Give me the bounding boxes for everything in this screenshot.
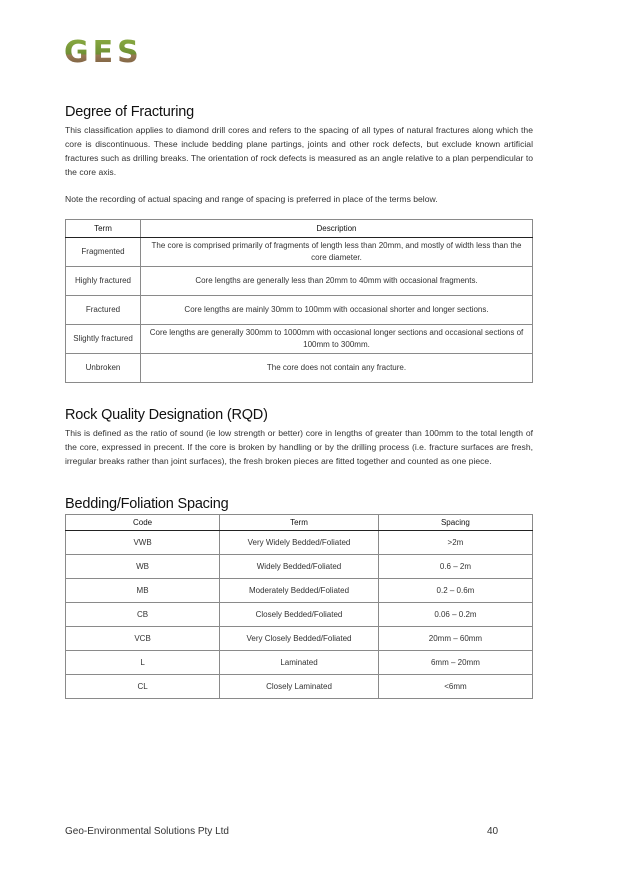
table-row <box>66 579 533 603</box>
code-cell: VCB <box>66 627 220 651</box>
spacing-cell: 0.06 – 0.2m <box>378 603 532 627</box>
table-row <box>66 296 533 325</box>
description-cell: Core lengths are mainly 30mm to 100mm with occasional shorter and longer sections. <box>141 296 533 325</box>
column-header-term: Term <box>220 515 379 531</box>
column-header-term: Term <box>66 220 141 238</box>
term-cell: Widely Bedded/Foliated <box>220 555 379 579</box>
fracturing-table <box>65 219 533 383</box>
term-cell: Closely Bedded/Foliated <box>220 603 379 627</box>
table-row <box>66 675 533 699</box>
column-header-description: Description <box>141 220 533 238</box>
column-header-code: Code <box>66 515 220 531</box>
table-row <box>66 603 533 627</box>
spacing-cell: <6mm <box>378 675 532 699</box>
code-cell: MB <box>66 579 220 603</box>
spacing-cell: >2m <box>378 531 532 555</box>
fracturing-title: Degree of Fracturing <box>65 104 194 120</box>
table-row <box>66 354 533 383</box>
term-cell: Moderately Bedded/Foliated <box>220 579 379 603</box>
bedding-table <box>65 514 533 699</box>
table-row <box>66 531 533 555</box>
term-cell: Unbroken <box>66 354 141 383</box>
term-cell: Closely Laminated <box>220 675 379 699</box>
logo-text: GES <box>64 36 143 66</box>
term-cell: Very Widely Bedded/Foliated <box>220 531 379 555</box>
column-header-spacing: Spacing <box>378 515 532 531</box>
company-logo <box>64 36 176 66</box>
code-cell: CL <box>66 675 220 699</box>
table-row <box>66 267 533 296</box>
page-number: 40 <box>487 826 499 837</box>
spacing-cell: 0.6 – 2m <box>378 555 532 579</box>
description-cell: The core is comprised primarily of fragments of length less than 20mm, and mostly of width less than the core diameter. <box>141 238 533 267</box>
fracturing-note: Note the recording of actual spacing and range of spacing is preferred in place of the terms below. <box>65 194 438 204</box>
rqd-paragraph: This is defined as the ratio of sound (ie low strength or better) core in lengths of greater than 100mm to the total length of the core, expressed in precent. If the core is broken by handling or by the drilling process (i.e. fracture surfaces are fresh, irregular breaks rather than joint surfaces), the fresh broken pieces are fitted together and counted as one piece. <box>65 428 533 466</box>
table-row <box>66 325 533 354</box>
term-cell: Fractured <box>66 296 141 325</box>
table-row <box>66 627 533 651</box>
table-header-row <box>66 220 533 238</box>
code-cell: WB <box>66 555 220 579</box>
spacing-cell: 20mm – 60mm <box>378 627 532 651</box>
code-cell: L <box>66 651 220 675</box>
rqd-title: Rock Quality Designation (RQD) <box>65 407 268 423</box>
spacing-cell: 6mm – 20mm <box>378 651 532 675</box>
code-cell: CB <box>66 603 220 627</box>
table-row <box>66 555 533 579</box>
code-cell: VWB <box>66 531 220 555</box>
description-cell: The core does not contain any fracture. <box>141 354 533 383</box>
fracturing-intro: This classification applies to diamond drill cores and refers to the spacing of all types of natural fractures along which the core is discontinuous. These include bedding plane partings, joints and other rock defects, but exclude known artificial fractures such as drilling breaks. The orientation of rock defects is measured as an angle relative to a plan perpendicular to the core axis. <box>65 125 533 177</box>
spacing-cell: 0.2 – 0.6m <box>378 579 532 603</box>
term-cell: Highly fractured <box>66 267 141 296</box>
table-row <box>66 238 533 267</box>
table-header-row <box>66 515 533 531</box>
description-cell: Core lengths are generally less than 20mm to 40mm with occasional fragments. <box>141 267 533 296</box>
term-cell: Laminated <box>220 651 379 675</box>
table-row <box>66 651 533 675</box>
footer-company: Geo-Environmental Solutions Pty Ltd <box>65 826 229 837</box>
term-cell: Very Closely Bedded/Foliated <box>220 627 379 651</box>
term-cell: Slightly fractured <box>66 325 141 354</box>
description-cell: Core lengths are generally 300mm to 1000mm with occasional longer sections and occasional sections of 100mm to 300mm. <box>141 325 533 354</box>
term-cell: Fragmented <box>66 238 141 267</box>
bedding-title: Bedding/Foliation Spacing <box>65 496 229 512</box>
